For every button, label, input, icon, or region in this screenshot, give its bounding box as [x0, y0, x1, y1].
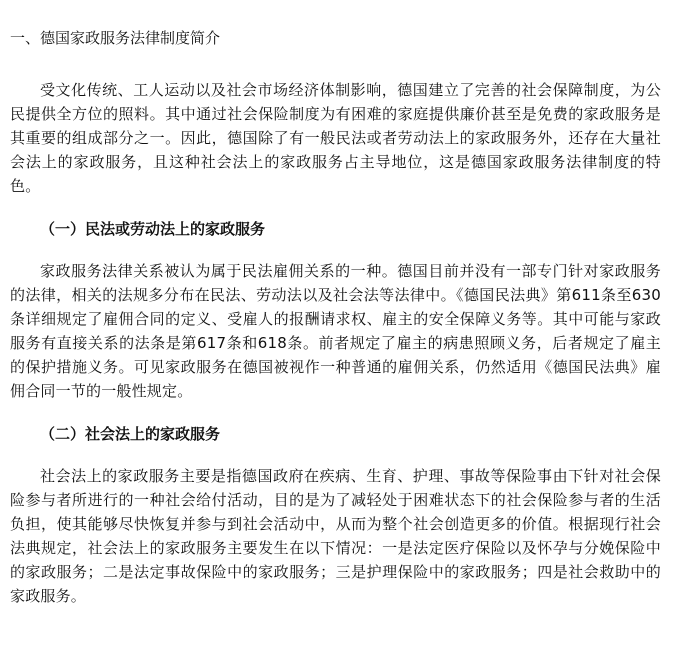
section-title: 一、德国家政服务法律制度简介 [10, 29, 221, 47]
subsection-heading-social-law: （二）社会法上的家政服务 [40, 425, 221, 443]
subsection-paragraph-civil-labor-law: 家政服务法律关系被认为属于民法雇佣关系的一种。德国目前并没有一部专门针对家政服务的法律，相关的法规多分布在民法、劳动法以及社会法等法律中。《德国民法典》第611条至630条详细规定了雇佣合同的定义、受雇人的报酬请求权、雇主的安全保障义务等。其中可能与家政服务有直接关系的法条是第617条和618条。前者规定了雇主的病患照顾义务，后者规定了雇主的保护措施义务。可见家政服务在德国被视作一种普通的雇佣关系，仍然适用《德国民法典》雇佣合同一节的一般性规定。 [10, 262, 661, 400]
subsection-heading-civil-labor-law: （一）民法或劳动法上的家政服务 [40, 220, 266, 238]
subsection-paragraph-social-law: 社会法上的家政服务主要是指德国政府在疾病、生育、护理、事故等保险事由下针对社会保险参与者所进行的一种社会给付活动，目的是为了减轻处于困难状态下的社会保险参与者的生活负担，使其能够尽快恢复并参与到社会活动中，从而为整个社会创造更多的价值。根据现行社会法典规定，社会法上的家政服务主要发生在以下情况：一是法定医疗保险以及怀孕与分娩保险中的家政服务；二是法定事故保险中的家政服务；三是护理保险中的家政服务；四是社会救助中的家政服务。 [10, 467, 661, 605]
intro-paragraph: 受文化传统、工人运动以及社会市场经济体制影响，德国建立了完善的社会保障制度，为公民提供全方位的照料。其中通过社会保险制度为有困难的家庭提供廉价甚至是免费的家政服务是其重要的组成部分之一。因此，德国除了有一般民法或者劳动法上的家政服务外，还存在大量社会法上的家政服务，且这种社会法上的家政服务占主导地位，这是德国家政服务法律制度的特色。 [10, 81, 661, 195]
